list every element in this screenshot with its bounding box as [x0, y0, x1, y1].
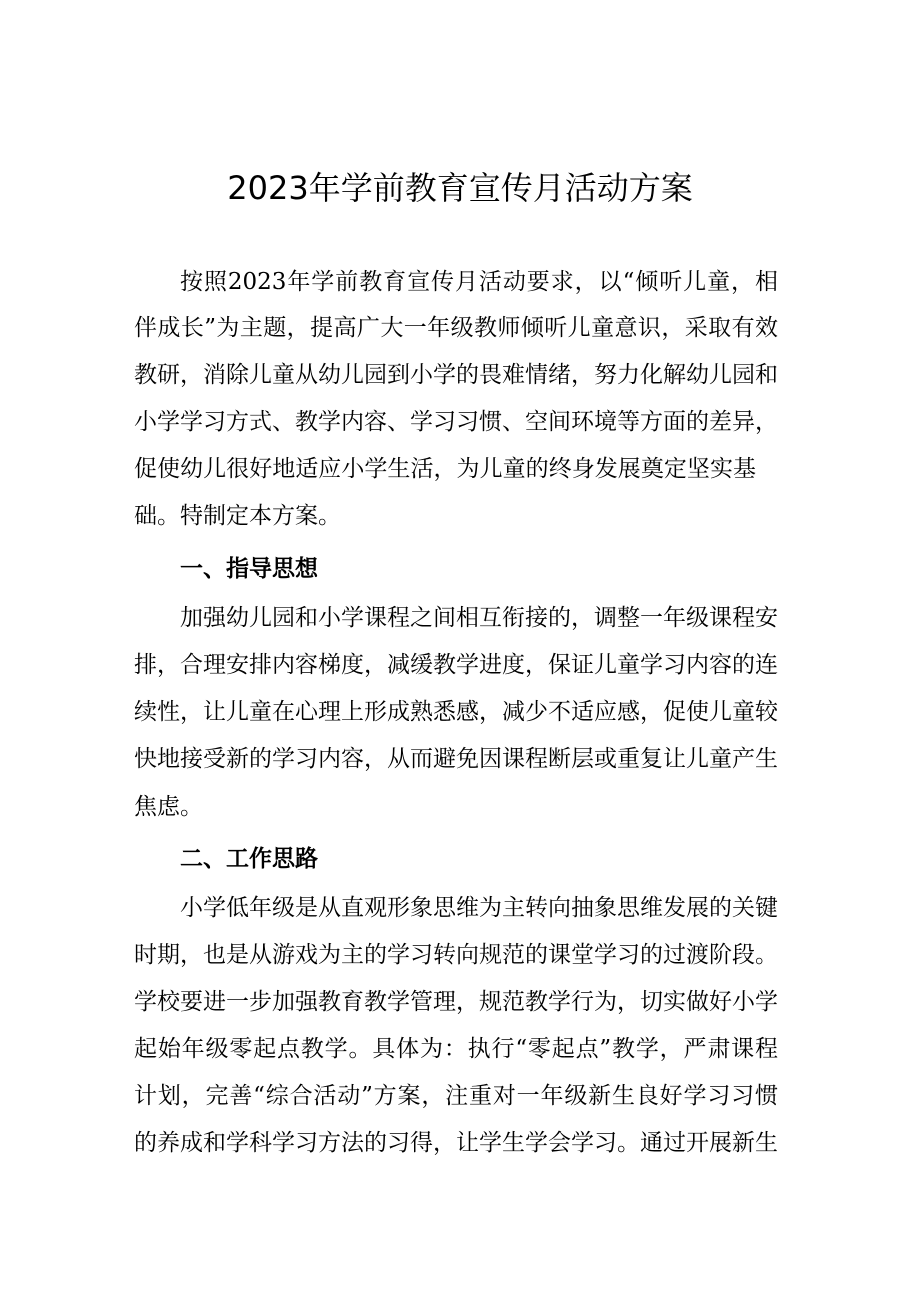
section1-line: 续性，让儿童在心理上形成熟悉感，减少不适应感，促使儿童较: [134, 699, 778, 725]
section2-line: 起始年级零起点教学。具体为：执行“零起点”教学，严肃课程: [134, 1036, 778, 1062]
section1-line: 焦虑。: [134, 794, 203, 820]
section1-line: 排，合理安排内容梯度，减缓教学进度，保证儿童学习内容的连: [134, 652, 778, 678]
section2-line: 的养成和学科学习方法的习得，让学生学会学习。通过开展新生: [134, 1130, 778, 1156]
section-heading-guiding-thought: 一、指导思想: [180, 556, 318, 582]
document-title: 2023年学前教育宣传月活动方案: [227, 169, 693, 207]
section1-line: 快地接受新的学习内容，从而避免因课程断层或重复让儿童产生: [134, 746, 778, 772]
section2-line: 时期，也是从游戏为主的学习转向规范的课堂学习的过渡阶段。: [134, 942, 778, 968]
intro-line: 促使幼儿很好地适应小学生活，为儿童的终身发展奠定坚实基: [134, 456, 756, 482]
section2-line: 计划，完善“综合活动”方案，注重对一年级新生良好学习习惯: [134, 1083, 778, 1109]
intro-line: 教研，消除儿童从幼儿园到小学的畏难情绪，努力化解幼儿园和: [134, 362, 778, 388]
intro-line: 础。特制定本方案。: [134, 503, 341, 529]
intro-line: 伴成长”为主题，提高广大一年级教师倾听儿童意识，采取有效: [134, 315, 778, 341]
section1-line: 加强幼儿园和小学课程之间相互衔接的，调整一年级课程安: [180, 605, 778, 631]
section2-line: 学校要进一步加强教育教学管理，规范教学行为，切实做好小学: [134, 989, 778, 1015]
section2-line: 小学低年级是从直观形象思维为主转向抽象思维发展的关键: [180, 895, 778, 921]
section-heading-work-approach: 二、工作思路: [180, 846, 318, 872]
intro-line: 按照2023年学前教育宣传月活动要求，以“倾听儿童，相: [180, 269, 778, 295]
intro-line: 小学学习方式、教学内容、学习习惯、空间环境等方面的差异，: [134, 409, 778, 435]
